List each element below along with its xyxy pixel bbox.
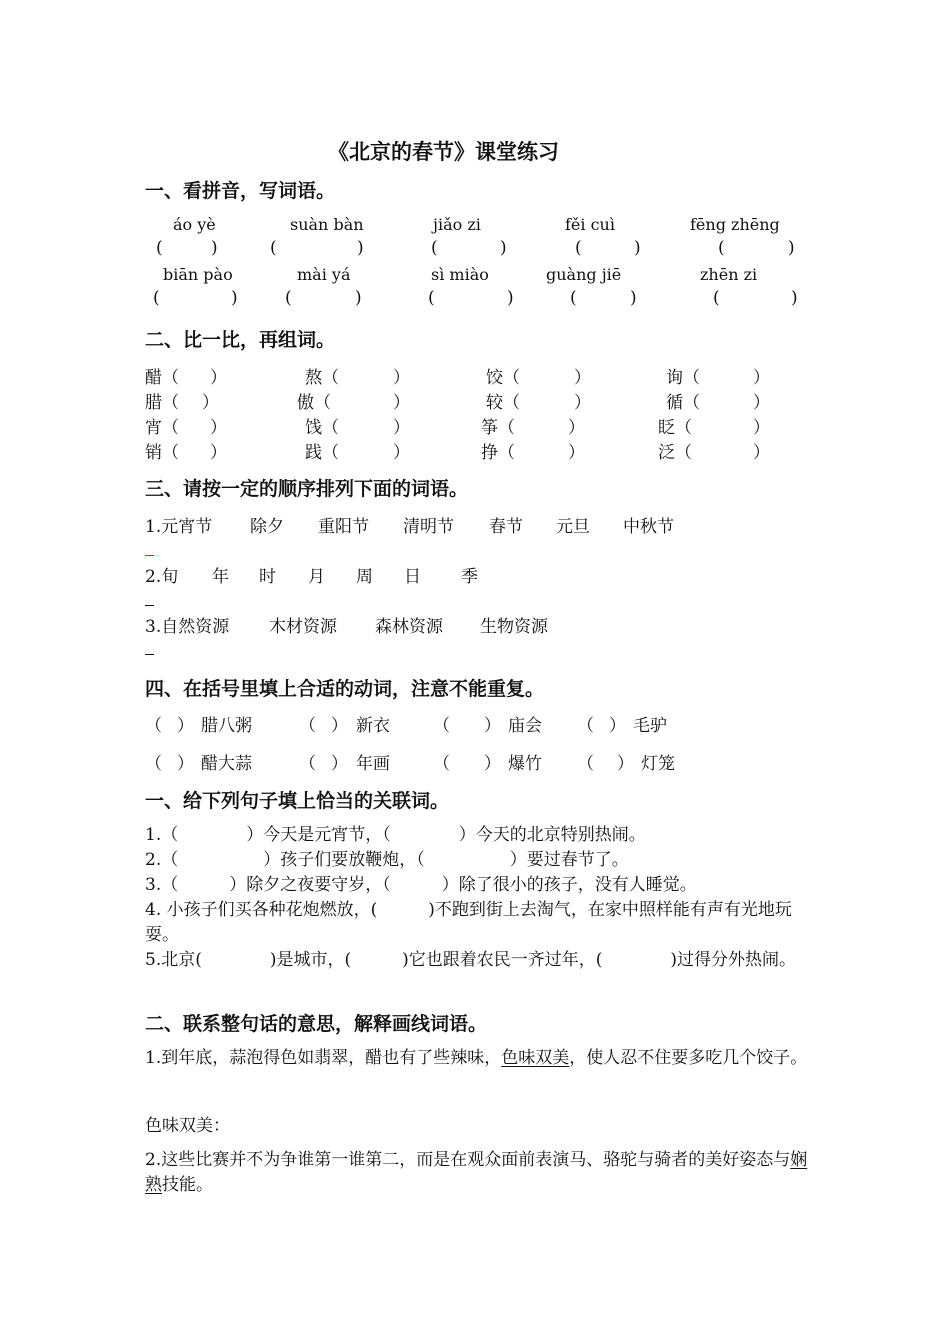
underlined-word: 色味双美 bbox=[501, 1048, 570, 1068]
paren-close: ） bbox=[210, 443, 227, 463]
answer-line-2 bbox=[145, 605, 154, 606]
paren-open: ( bbox=[153, 288, 160, 308]
paren-close: ） bbox=[568, 443, 585, 463]
section-4-heading: 四、在括号里填上合适的动词，注意不能重复。 bbox=[145, 678, 545, 700]
char-cell: 饯（ bbox=[305, 418, 339, 438]
char-cell: 饺（ bbox=[486, 368, 520, 388]
sentence-text: ，使人忍不住要多吃几个饺子。 bbox=[569, 1048, 808, 1068]
sentence-text: 1.到年底，蒜泡得色如翡翠，醋也有了些辣味， bbox=[145, 1048, 502, 1068]
underlined-word: 娴熟 bbox=[145, 1150, 808, 1195]
paren-close: ） bbox=[753, 443, 770, 463]
char-cell: 筝（ bbox=[481, 418, 515, 438]
paren-close: ） bbox=[617, 754, 634, 774]
answer-line-1 bbox=[145, 555, 154, 556]
pinyin: sì miào bbox=[431, 265, 489, 284]
paren-open: ( bbox=[428, 288, 435, 308]
paren-close: ） bbox=[484, 716, 501, 736]
paren-close: ） bbox=[393, 418, 410, 438]
paren-open: （ bbox=[299, 754, 316, 774]
word: 周 bbox=[356, 567, 373, 587]
paren-open: （ bbox=[145, 716, 162, 736]
paren-close: ） bbox=[331, 716, 348, 736]
pinyin: fěi cuì bbox=[565, 215, 615, 234]
word: 1.元宵节 bbox=[145, 517, 213, 537]
paren-close: ) bbox=[357, 238, 364, 258]
word: 2.旬 bbox=[145, 567, 179, 587]
paren-open: ( bbox=[718, 238, 725, 258]
page-title: 《北京的春节》课堂练习 bbox=[328, 140, 559, 164]
paren-close: ） bbox=[753, 418, 770, 438]
word: 重阳节 bbox=[318, 517, 369, 537]
answer-line-3 bbox=[145, 654, 154, 655]
word: 木材资源 bbox=[269, 617, 337, 637]
section-5-heading: 一、给下列句子填上恰当的关联词。 bbox=[145, 790, 450, 812]
phrase: 爆竹 bbox=[508, 754, 542, 774]
word: 季 bbox=[461, 567, 478, 587]
conjunction-question-2: 2.（ ）孩子们要放鞭炮，（ ）要过春节了。 bbox=[145, 850, 629, 870]
section-2-heading: 二、比一比，再组词。 bbox=[145, 329, 336, 351]
conjunction-question-1: 1.（ ）今天是元宵节，（ ）今天的北京特别热闹。 bbox=[145, 825, 646, 845]
pinyin: jiǎo zi bbox=[433, 215, 481, 234]
paren-open: ( bbox=[285, 288, 292, 308]
pinyin: áo yè bbox=[173, 215, 216, 234]
conjunction-question-4: 4. 小孩子们买各种花炮燃放，( )不跑到街上去淘气，在家中照样能有声有光地玩耍。 bbox=[145, 900, 792, 945]
paren-close: ) bbox=[211, 238, 218, 258]
paren-open: （ bbox=[433, 754, 450, 774]
char-cell: 询（ bbox=[666, 368, 700, 388]
paren-close: ） bbox=[177, 716, 194, 736]
section-3-heading: 三、请按一定的顺序排列下面的词语。 bbox=[145, 478, 469, 500]
paren-close: ） bbox=[210, 368, 227, 388]
explain-question-2 bbox=[145, 1148, 810, 1198]
pinyin: zhēn zi bbox=[700, 265, 758, 284]
word: 元旦 bbox=[556, 517, 590, 537]
paren-close: ） bbox=[202, 393, 219, 413]
paren-close: ） bbox=[210, 418, 227, 438]
phrase: 腊八粥 bbox=[201, 716, 252, 736]
paren-open: ( bbox=[156, 238, 163, 258]
sentence-text: 技能。 bbox=[162, 1175, 213, 1195]
phrase: 毛驴 bbox=[633, 716, 667, 736]
phrase: 年画 bbox=[356, 754, 390, 774]
paren-open: ( bbox=[713, 288, 720, 308]
paren-close: ) bbox=[355, 288, 362, 308]
pinyin: fēng zhēng bbox=[690, 215, 780, 234]
paren-close: ） bbox=[393, 368, 410, 388]
conjunction-question-3: 3.（ ）除夕之夜要守岁，（ ）除了很小的孩子，没有人睡觉。 bbox=[145, 875, 697, 895]
paren-open: （ bbox=[433, 716, 450, 736]
paren-close: ） bbox=[393, 393, 410, 413]
word: 除夕 bbox=[250, 517, 284, 537]
phrase: 灯笼 bbox=[641, 754, 675, 774]
char-cell: 腊（ bbox=[145, 393, 179, 413]
char-cell: 践（ bbox=[305, 443, 339, 463]
paren-open: （ bbox=[145, 754, 162, 774]
explain-question-1 bbox=[145, 1046, 810, 1071]
phrase: 新衣 bbox=[356, 716, 390, 736]
paren-close: ) bbox=[507, 288, 514, 308]
char-cell: 宵（ bbox=[145, 418, 179, 438]
word: 日 bbox=[404, 567, 421, 587]
paren-open: ( bbox=[431, 238, 438, 258]
paren-close: ) bbox=[500, 238, 507, 258]
char-cell: 泛（ bbox=[658, 443, 692, 463]
pinyin: suàn bàn bbox=[290, 215, 364, 234]
paren-close: ） bbox=[331, 754, 348, 774]
phrase: 醋大蒜 bbox=[201, 754, 252, 774]
char-cell: 挣（ bbox=[481, 443, 515, 463]
pinyin: biān pào bbox=[163, 265, 233, 284]
paren-close: ） bbox=[574, 368, 591, 388]
word: 春节 bbox=[489, 517, 523, 537]
char-cell: 眨（ bbox=[658, 418, 692, 438]
section-6-heading: 二、联系整句话的意思，解释画线词语。 bbox=[145, 1013, 488, 1035]
paren-close: ） bbox=[568, 418, 585, 438]
answer-label: 色味双美： bbox=[145, 1116, 230, 1136]
word: 森林资源 bbox=[375, 617, 443, 637]
pinyin: guàng jiē bbox=[546, 265, 622, 284]
paren-close: ） bbox=[177, 754, 194, 774]
conjunction-question-5: 5.北京( )是城市，( )它也跟着农民一齐过年，( )过得分外热闹。 bbox=[145, 950, 797, 970]
paren-open: （ bbox=[577, 754, 594, 774]
paren-close: ） bbox=[484, 754, 501, 774]
paren-open: ( bbox=[570, 288, 577, 308]
paren-close: ) bbox=[630, 288, 637, 308]
char-cell: 熬（ bbox=[305, 368, 339, 388]
paren-close: ) bbox=[634, 238, 641, 258]
pinyin: mài yá bbox=[297, 265, 351, 284]
section-1-heading: 一、看拼音，写词语。 bbox=[145, 180, 336, 202]
paren-close: ) bbox=[231, 288, 238, 308]
char-cell: 较（ bbox=[486, 393, 520, 413]
word: 3.自然资源 bbox=[145, 617, 230, 637]
paren-open: （ bbox=[577, 716, 594, 736]
paren-open: ( bbox=[270, 238, 277, 258]
char-cell: 循（ bbox=[666, 393, 700, 413]
paren-close: ） bbox=[393, 443, 410, 463]
word: 清明节 bbox=[403, 517, 454, 537]
paren-open: ( bbox=[575, 238, 582, 258]
word: 月 bbox=[308, 567, 325, 587]
paren-close: ） bbox=[753, 368, 770, 388]
word: 时 bbox=[259, 567, 276, 587]
paren-close: ) bbox=[791, 288, 798, 308]
paren-close: ） bbox=[609, 716, 626, 736]
paren-close: ） bbox=[753, 393, 770, 413]
paren-close: ) bbox=[788, 238, 795, 258]
word: 生物资源 bbox=[480, 617, 548, 637]
sentence-text: 2.这些比赛并不为争谁第一谁第二，而是在观众面前表演马、骆驼与骑者的美好姿态与 bbox=[145, 1150, 791, 1170]
paren-open: （ bbox=[299, 716, 316, 736]
phrase: 庙会 bbox=[508, 716, 542, 736]
word: 中秋节 bbox=[623, 517, 674, 537]
char-cell: 傲（ bbox=[297, 393, 331, 413]
char-cell: 销（ bbox=[145, 443, 179, 463]
paren-close: ） bbox=[574, 393, 591, 413]
word: 年 bbox=[212, 567, 229, 587]
char-cell: 醋（ bbox=[145, 368, 179, 388]
